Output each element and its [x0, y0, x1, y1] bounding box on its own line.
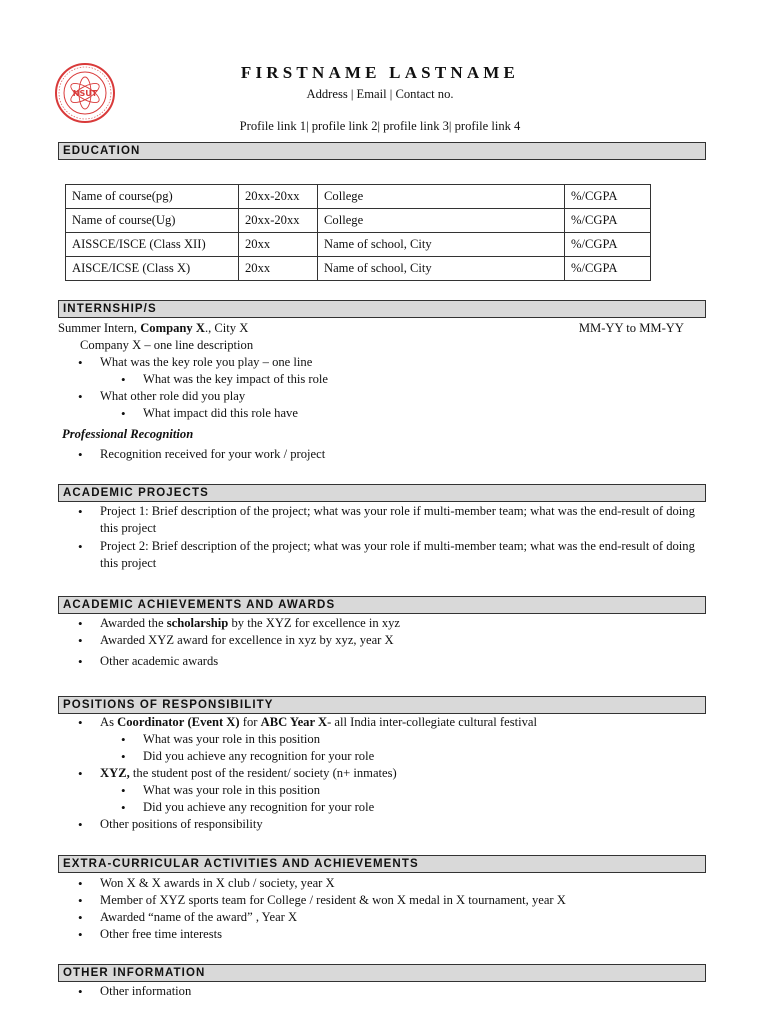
coordinator-emphasis: Coordinator: [117, 715, 185, 729]
table-row: [66, 185, 651, 209]
list-item: • Awarded XYZ award for excellence in xyz by xyz, year X: [58, 632, 708, 649]
list-item: [58, 615, 708, 632]
intern-city: ., City X: [204, 321, 249, 335]
table-row: [66, 209, 651, 233]
list-item: • Did you achieve any recognition for your role: [58, 799, 708, 816]
svg-text:NSUT: NSUT: [72, 89, 98, 98]
list-item: • Member of XYZ sports team for College / resident & won X medal in X tournament, year X: [58, 892, 708, 909]
list-item: • Project 1: Brief description of the project; what was your role if multi-member team; what was the end-result of doing this project: [58, 503, 708, 537]
section-projects-header: ACADEMIC PROJECTS: [58, 484, 706, 502]
table-cell: 20xx: [239, 257, 318, 281]
list-text: the student post of the resident/ society (n+ inmates): [132, 766, 397, 780]
education-table: [65, 184, 651, 281]
list-text: for: [242, 715, 258, 729]
table-cell: Name of course(pg): [66, 185, 239, 209]
list-text: Awarded the: [100, 616, 164, 630]
list-item: • What was your role in this position: [58, 731, 708, 748]
internship-block: [58, 320, 708, 463]
section-positions-header: POSITIONS OF RESPONSIBILITY: [58, 696, 706, 714]
list-item: • Other free time interests: [58, 926, 708, 943]
list-item: [58, 714, 708, 731]
table-cell: Name of school, City: [318, 233, 565, 257]
section-other-header: OTHER INFORMATION: [58, 964, 706, 982]
candidate-name: FIRSTNAME LASTNAME: [240, 63, 520, 82]
table-cell: %/CGPA: [565, 257, 651, 281]
list-item: • Did you achieve any recognition for your role: [58, 748, 708, 765]
table-cell: AISSCE/ISCE (Class XII): [66, 233, 239, 257]
table-row: [66, 233, 651, 257]
intern-role: Summer Intern,: [58, 321, 138, 335]
contact-line: Address | Email | Contact no.: [306, 87, 454, 101]
list-item: • Won X & X awards in X club / society, year X: [58, 875, 708, 892]
table-cell: 20xx-20xx: [239, 209, 318, 233]
list-item: • Awarded “name of the award” , Year X: [58, 909, 708, 926]
event-emphasis: (Event X): [187, 715, 240, 729]
list-item: • Recognition received for your work / project: [58, 446, 708, 463]
table-cell: AISCE/ICSE (Class X): [66, 257, 239, 281]
section-achievements-header: ACADEMIC ACHIEVEMENTS AND AWARDS: [58, 596, 706, 614]
list-item: • What other role did you play: [58, 388, 708, 405]
table-cell: College: [318, 209, 565, 233]
positions-block: [58, 714, 708, 833]
list-item: • What was the key role you play – one line: [58, 354, 708, 371]
extracurricular-block: [58, 875, 708, 943]
recognition-heading: Professional Recognition: [62, 427, 194, 441]
section-extracurricular-header: EXTRA-CURRICULAR ACTIVITIES AND ACHIEVEMENTS: [58, 855, 706, 873]
list-item: • Other information: [58, 983, 708, 1000]
table-cell: %/CGPA: [565, 185, 651, 209]
scholarship-emphasis: scholarship: [166, 616, 229, 630]
table-cell: 20xx: [239, 233, 318, 257]
post-emphasis: XYZ,: [100, 766, 130, 780]
university-logo: [54, 62, 116, 124]
list-item: • What was your role in this position: [58, 782, 708, 799]
intern-description: Company X – one line description: [80, 338, 254, 352]
projects-block: [58, 503, 708, 572]
table-cell: College: [318, 185, 565, 209]
list-item: • Other positions of responsibility: [58, 816, 708, 833]
list-text: by the XYZ for excellence in xyz: [231, 616, 400, 630]
table-row: [66, 257, 651, 281]
table-cell: Name of school, City: [318, 257, 565, 281]
list-item: [58, 765, 708, 782]
intern-dates: MM-YY to MM-YY: [578, 321, 684, 335]
list-item: • What was the key impact of this role: [58, 371, 708, 388]
list-text: - all India inter-collegiate cultural festival: [327, 715, 537, 729]
other-block: [58, 983, 708, 1000]
festival-emphasis: ABC Year X: [260, 715, 328, 729]
list-item: • What impact did this role have: [58, 405, 708, 422]
intern-company: Company X: [140, 321, 205, 335]
table-cell: 20xx-20xx: [239, 185, 318, 209]
list-item: • Other academic awards: [58, 653, 708, 670]
section-internship-header: INTERNSHIP/S: [58, 300, 706, 318]
table-cell: Name of course(Ug): [66, 209, 239, 233]
list-item: • Project 2: Brief description of the project; what was your role if multi-member team; what was the end-result of doing this project: [58, 538, 708, 572]
profile-links[interactable]: Profile link 1| profile link 2| profile link 3| profile link 4: [239, 119, 521, 133]
achievements-block: [58, 615, 708, 670]
list-text: As: [100, 715, 114, 729]
table-cell: %/CGPA: [565, 209, 651, 233]
section-education-header: EDUCATION: [58, 142, 706, 160]
internship-title-line: [58, 320, 708, 337]
table-cell: %/CGPA: [565, 233, 651, 257]
